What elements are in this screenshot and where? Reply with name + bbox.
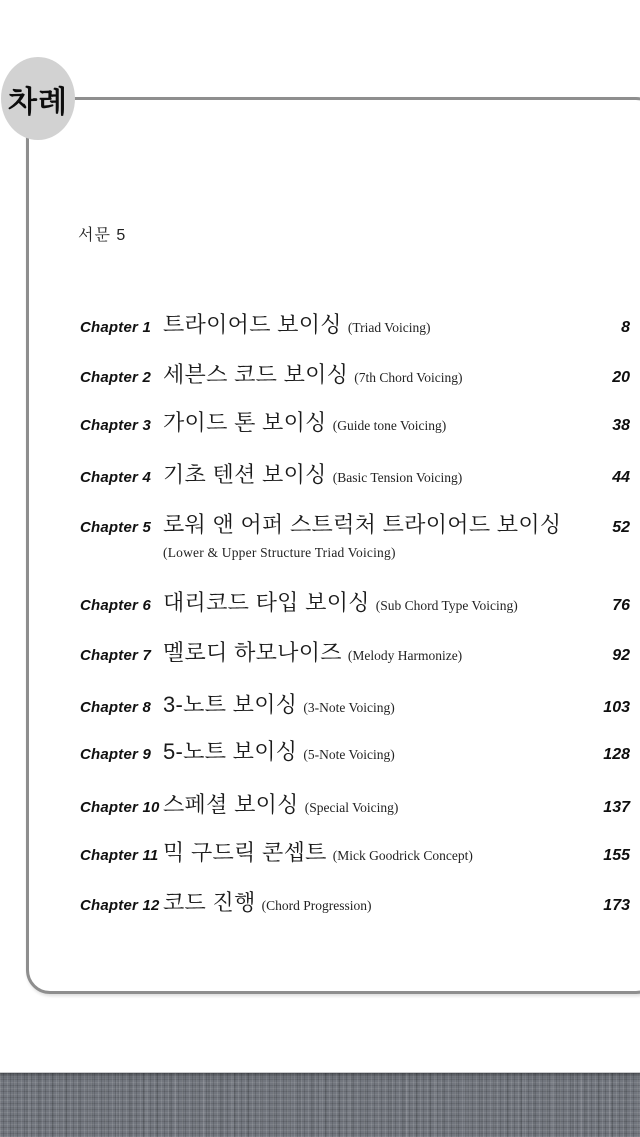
- chapter-page-number: 44: [612, 469, 630, 486]
- toc-row: [80, 640, 630, 666]
- chapter-label: Chapter 4: [80, 469, 151, 486]
- chapter-title-english: (5-Note Voicing): [303, 747, 395, 762]
- chapter-title-english: (Sub Chord Type Voicing): [375, 598, 518, 613]
- toc-row: [80, 512, 630, 538]
- toc-row: [80, 840, 630, 866]
- chapter-page-number: 20: [612, 369, 630, 386]
- chapter-title-english: (Chord Progression): [261, 898, 372, 913]
- chapter-title: [163, 640, 602, 669]
- chapter-title: [163, 462, 602, 491]
- chapter-label: Chapter 2: [80, 369, 151, 386]
- toc-row: [80, 590, 630, 616]
- chapter-title: [163, 590, 602, 619]
- chapter-title-korean: 스페셜 보이싱: [163, 792, 299, 817]
- fabric-texture-strip: [0, 1072, 640, 1137]
- chapter-label: Chapter 9: [80, 746, 151, 763]
- chapter-title-korean: 로워 앤 어퍼 스트럭처 트라이어드 보이싱: [163, 512, 562, 537]
- chapter-title-korean: 3-노트 보이싱: [163, 692, 298, 717]
- toc-row: [80, 692, 630, 718]
- chapter-title: [163, 739, 593, 768]
- chapter-label: Chapter 5: [80, 519, 151, 536]
- chapter-label: Chapter 3: [80, 417, 151, 434]
- chapter-title: [163, 512, 602, 541]
- chapter-page-number: 137: [603, 799, 630, 816]
- chapter-label: Chapter 12: [80, 897, 160, 914]
- chapter-label: Chapter 6: [80, 597, 151, 614]
- chapter-title: [163, 410, 602, 439]
- chapter-page-number: 173: [603, 897, 630, 914]
- chapter-title: [163, 890, 593, 919]
- chapter-title-english: (3-Note Voicing): [303, 700, 395, 715]
- toc-row: [80, 410, 630, 436]
- chapter-title-korean: 코드 진행: [163, 890, 256, 915]
- chapter-title-english: (7th Chord Voicing): [354, 370, 463, 385]
- chapter-label: Chapter 1: [80, 319, 151, 336]
- chapter-page-number: 52: [612, 519, 630, 536]
- chapter-title-korean: 대리코드 타입 보이싱: [163, 590, 370, 615]
- chapter-page-number: 38: [612, 417, 630, 434]
- chapter-page-number: 155: [603, 847, 630, 864]
- chapter-page-number: 76: [612, 597, 630, 614]
- chapter-title-korean: 기초 텐션 보이싱: [163, 462, 327, 487]
- chapter-title-korean: 세븐스 코드 보이싱: [163, 362, 349, 387]
- chapter-page-number: 8: [621, 319, 630, 336]
- chapter-label: Chapter 11: [80, 847, 159, 864]
- chapter-title-korean: 믹 구드릭 콘셉트: [163, 840, 327, 865]
- chapter-title: [163, 312, 611, 341]
- chapter-title: [163, 792, 593, 821]
- chapter-page-number: 128: [603, 746, 630, 763]
- toc-row: [80, 462, 630, 488]
- chapter-title-korean: 5-노트 보이싱: [163, 739, 298, 764]
- chapter-subtitle-english: (Lower & Upper Structure Triad Voicing): [163, 545, 396, 560]
- toc-badge: [1, 57, 75, 140]
- toc-badge-label: 차례: [8, 85, 68, 119]
- chapter-title: [163, 362, 602, 391]
- toc-row: [80, 362, 630, 388]
- chapter-title-korean: 트라이어드 보이싱: [163, 312, 342, 337]
- chapter-title-english: (Guide tone Voicing): [332, 418, 447, 433]
- chapter-title: [163, 840, 593, 869]
- chapter-label: Chapter 8: [80, 699, 151, 716]
- chapter-title-english: (Melody Harmonize): [347, 648, 463, 663]
- chapter-title-korean: 가이드 톤 보이싱: [163, 410, 327, 435]
- chapter-title: [163, 692, 593, 721]
- toc-row: [80, 312, 630, 338]
- chapter-title-english: (Basic Tension Voicing): [332, 470, 463, 485]
- preface-entry: 서문 5: [78, 227, 127, 244]
- chapter-label: Chapter 10: [80, 799, 160, 816]
- chapter-label: Chapter 7: [80, 647, 151, 664]
- chapter-title-english: (Special Voicing): [304, 800, 399, 815]
- chapter-page-number: 92: [612, 647, 630, 664]
- chapter-page-number: 103: [603, 699, 630, 716]
- chapter-title-english: (Triad Voicing): [347, 320, 431, 335]
- chapter-title-english: (Mick Goodrick Concept): [332, 848, 473, 863]
- toc-row: [80, 792, 630, 818]
- toc-row: [80, 739, 630, 765]
- chapter-title-korean: 멜로디 하모나이즈: [163, 640, 342, 665]
- toc-row: [80, 890, 630, 916]
